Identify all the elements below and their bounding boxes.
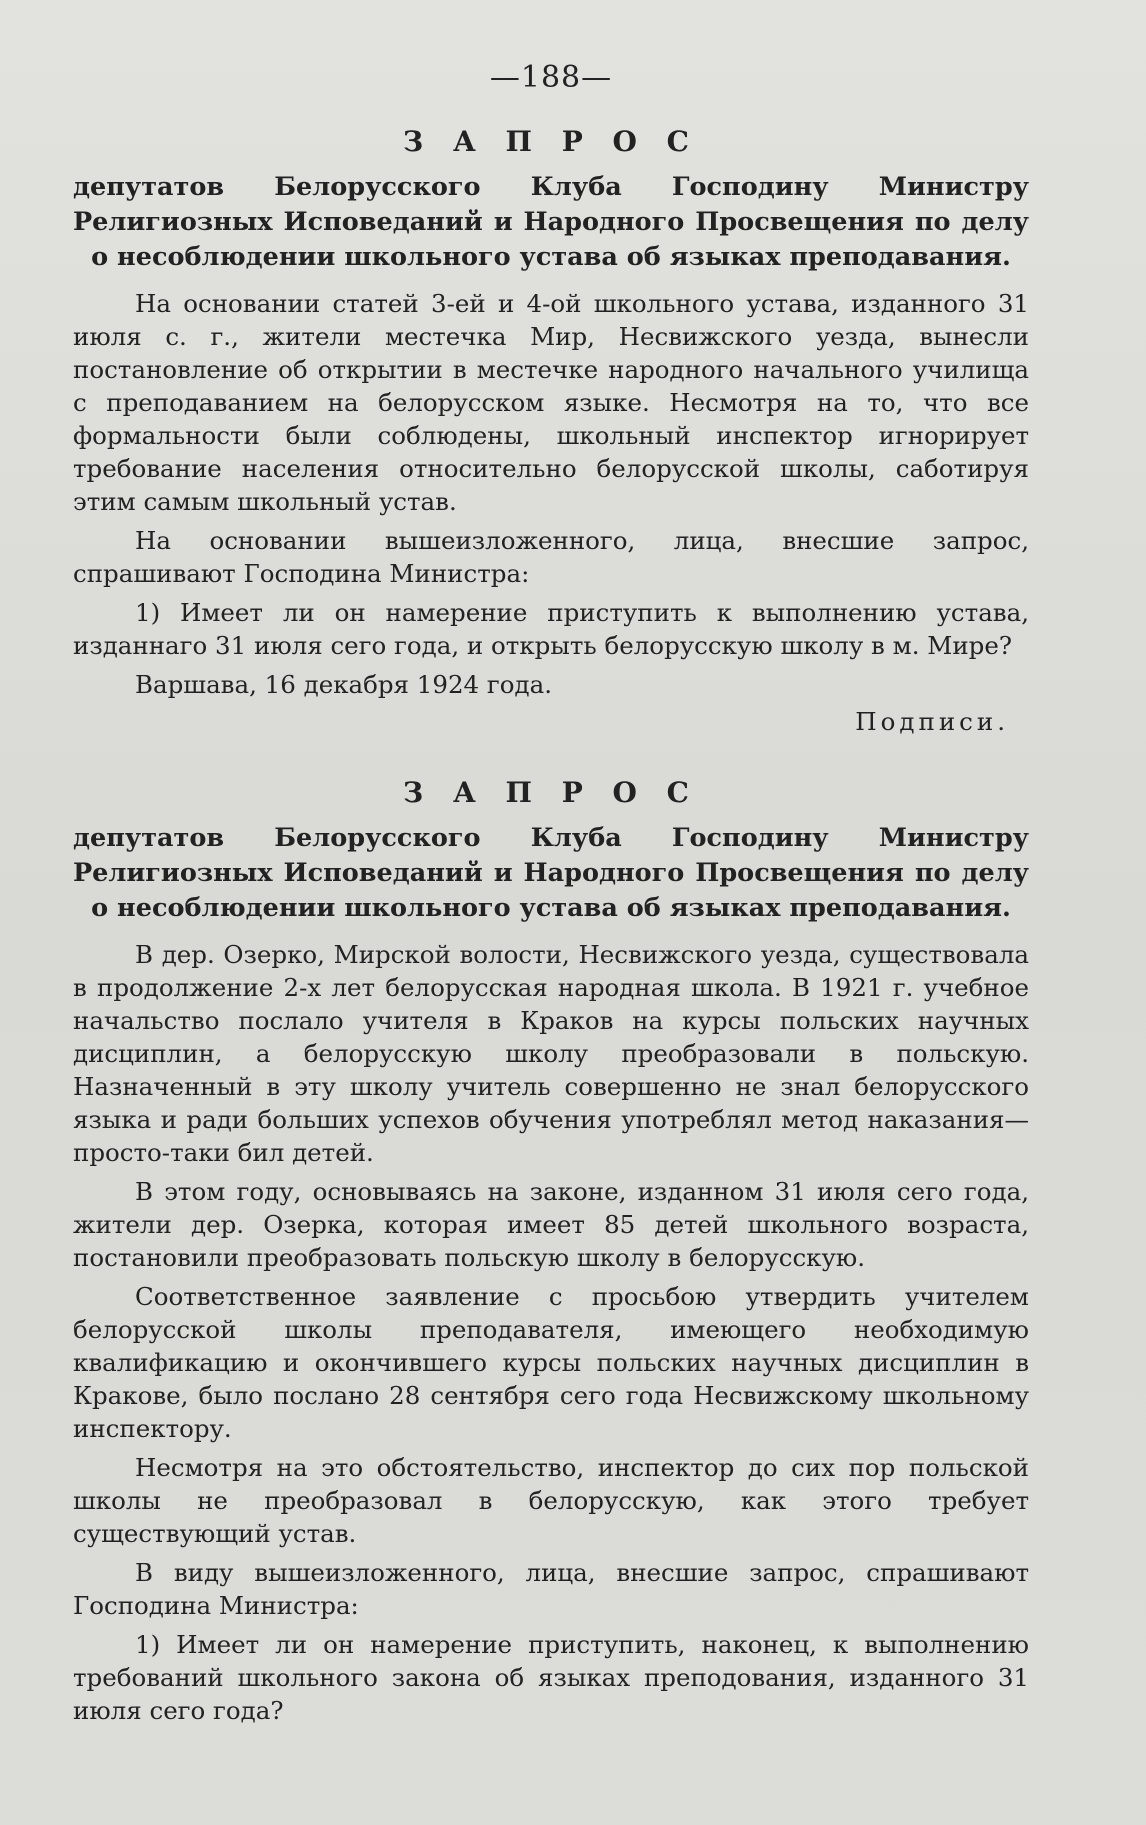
section-title: З А П Р О С bbox=[403, 125, 699, 158]
page-content bbox=[73, 60, 1029, 1733]
inquiry-section-1 bbox=[73, 125, 1029, 736]
paragraph: 1) Имеет ли он намерение приступить к выполнению устава, изданнаго 31 июля сего года, и открыть белорусскую школу в м. Мире? bbox=[73, 598, 1029, 660]
section-title: З А П Р О С bbox=[403, 776, 699, 809]
section-subtitle: депутатов Белорусского Клуба Господину Министру Религиозных Исповеданий и Народного Просвещения по делу о несоблюдении школьного устава об языках преподавания. bbox=[73, 172, 1029, 272]
page-number: —188— bbox=[489, 60, 613, 95]
inquiry-section-2 bbox=[73, 776, 1029, 1727]
signatures: Подписи. bbox=[855, 707, 1009, 736]
paragraph: Соответственное заявление с просьбою утвердить учителем белорусской школы преподавателя, имеющего необходимую квалификацию и окончившего курсы польских научных дисциплин в Кракове, было послано 28 сентября сего года Несвижскому школьному инспектору. bbox=[73, 1282, 1029, 1443]
paragraph: На основании статей 3-ей и 4-ой школьного устава, изданного 31 июля с. г., жители местечка Мир, Несвижского уезда, вынесли постановление об открытии в местечке народного начального училища с преподаванием на белорусском языке. Несмотря на то, что все формальности были соблюдены, школьный инспектор игнорирует требование населения относительно белорусской школы, саботируя этим самым школьный устав. bbox=[73, 289, 1029, 516]
paragraph: На основании вышеизложенного, лица, внесшие запрос, спрашивают Господина Министра: bbox=[73, 526, 1029, 588]
paragraph: В виду вышеизложенного, лица, внесшие запрос, спрашивают Господина Министра: bbox=[73, 1558, 1029, 1620]
section-subtitle: депутатов Белорусского Клуба Господину Министру Религиозных Исповеданий и Народного Просвещения по делу о несоблюдении школьного устава об языках преподавания. bbox=[73, 823, 1029, 923]
section-gap bbox=[73, 736, 1029, 776]
paragraph: 1) Имеет ли он намерение приступить, наконец, к выполнению требований школьного закона об языках преподования, изданного 31 июля сего года? bbox=[73, 1630, 1029, 1725]
paragraph: В дер. Озерко, Мирской волости, Несвижского уезда, существовала в продолжение 2-х лет белорусская народная школа. В 1921 г. учебное начальство послало учителя в Краков на курсы польских научных дисциплин, а белорусскую школу преобразовали в польскую. Назначенный в эту школу учитель совершенно не знал белорусского языка и ради больших успехов обучения употреблял метод наказания—просто-таки бил детей. bbox=[73, 940, 1029, 1167]
date-line: Варшава, 16 декабря 1924 года. bbox=[135, 670, 553, 699]
paragraph: В этом году, основываясь на законе, изданном 31 июля сего года, жители дер. Озерка, которая имеет 85 детей школьного возраста, постановили преобразовать польскую школу в белорусскую. bbox=[73, 1177, 1029, 1272]
paragraph: Несмотря на это обстоятельство, инспектор до сих пор польской школы не преобразовал в белорусскую, как этого требует существующий устав. bbox=[73, 1453, 1029, 1548]
